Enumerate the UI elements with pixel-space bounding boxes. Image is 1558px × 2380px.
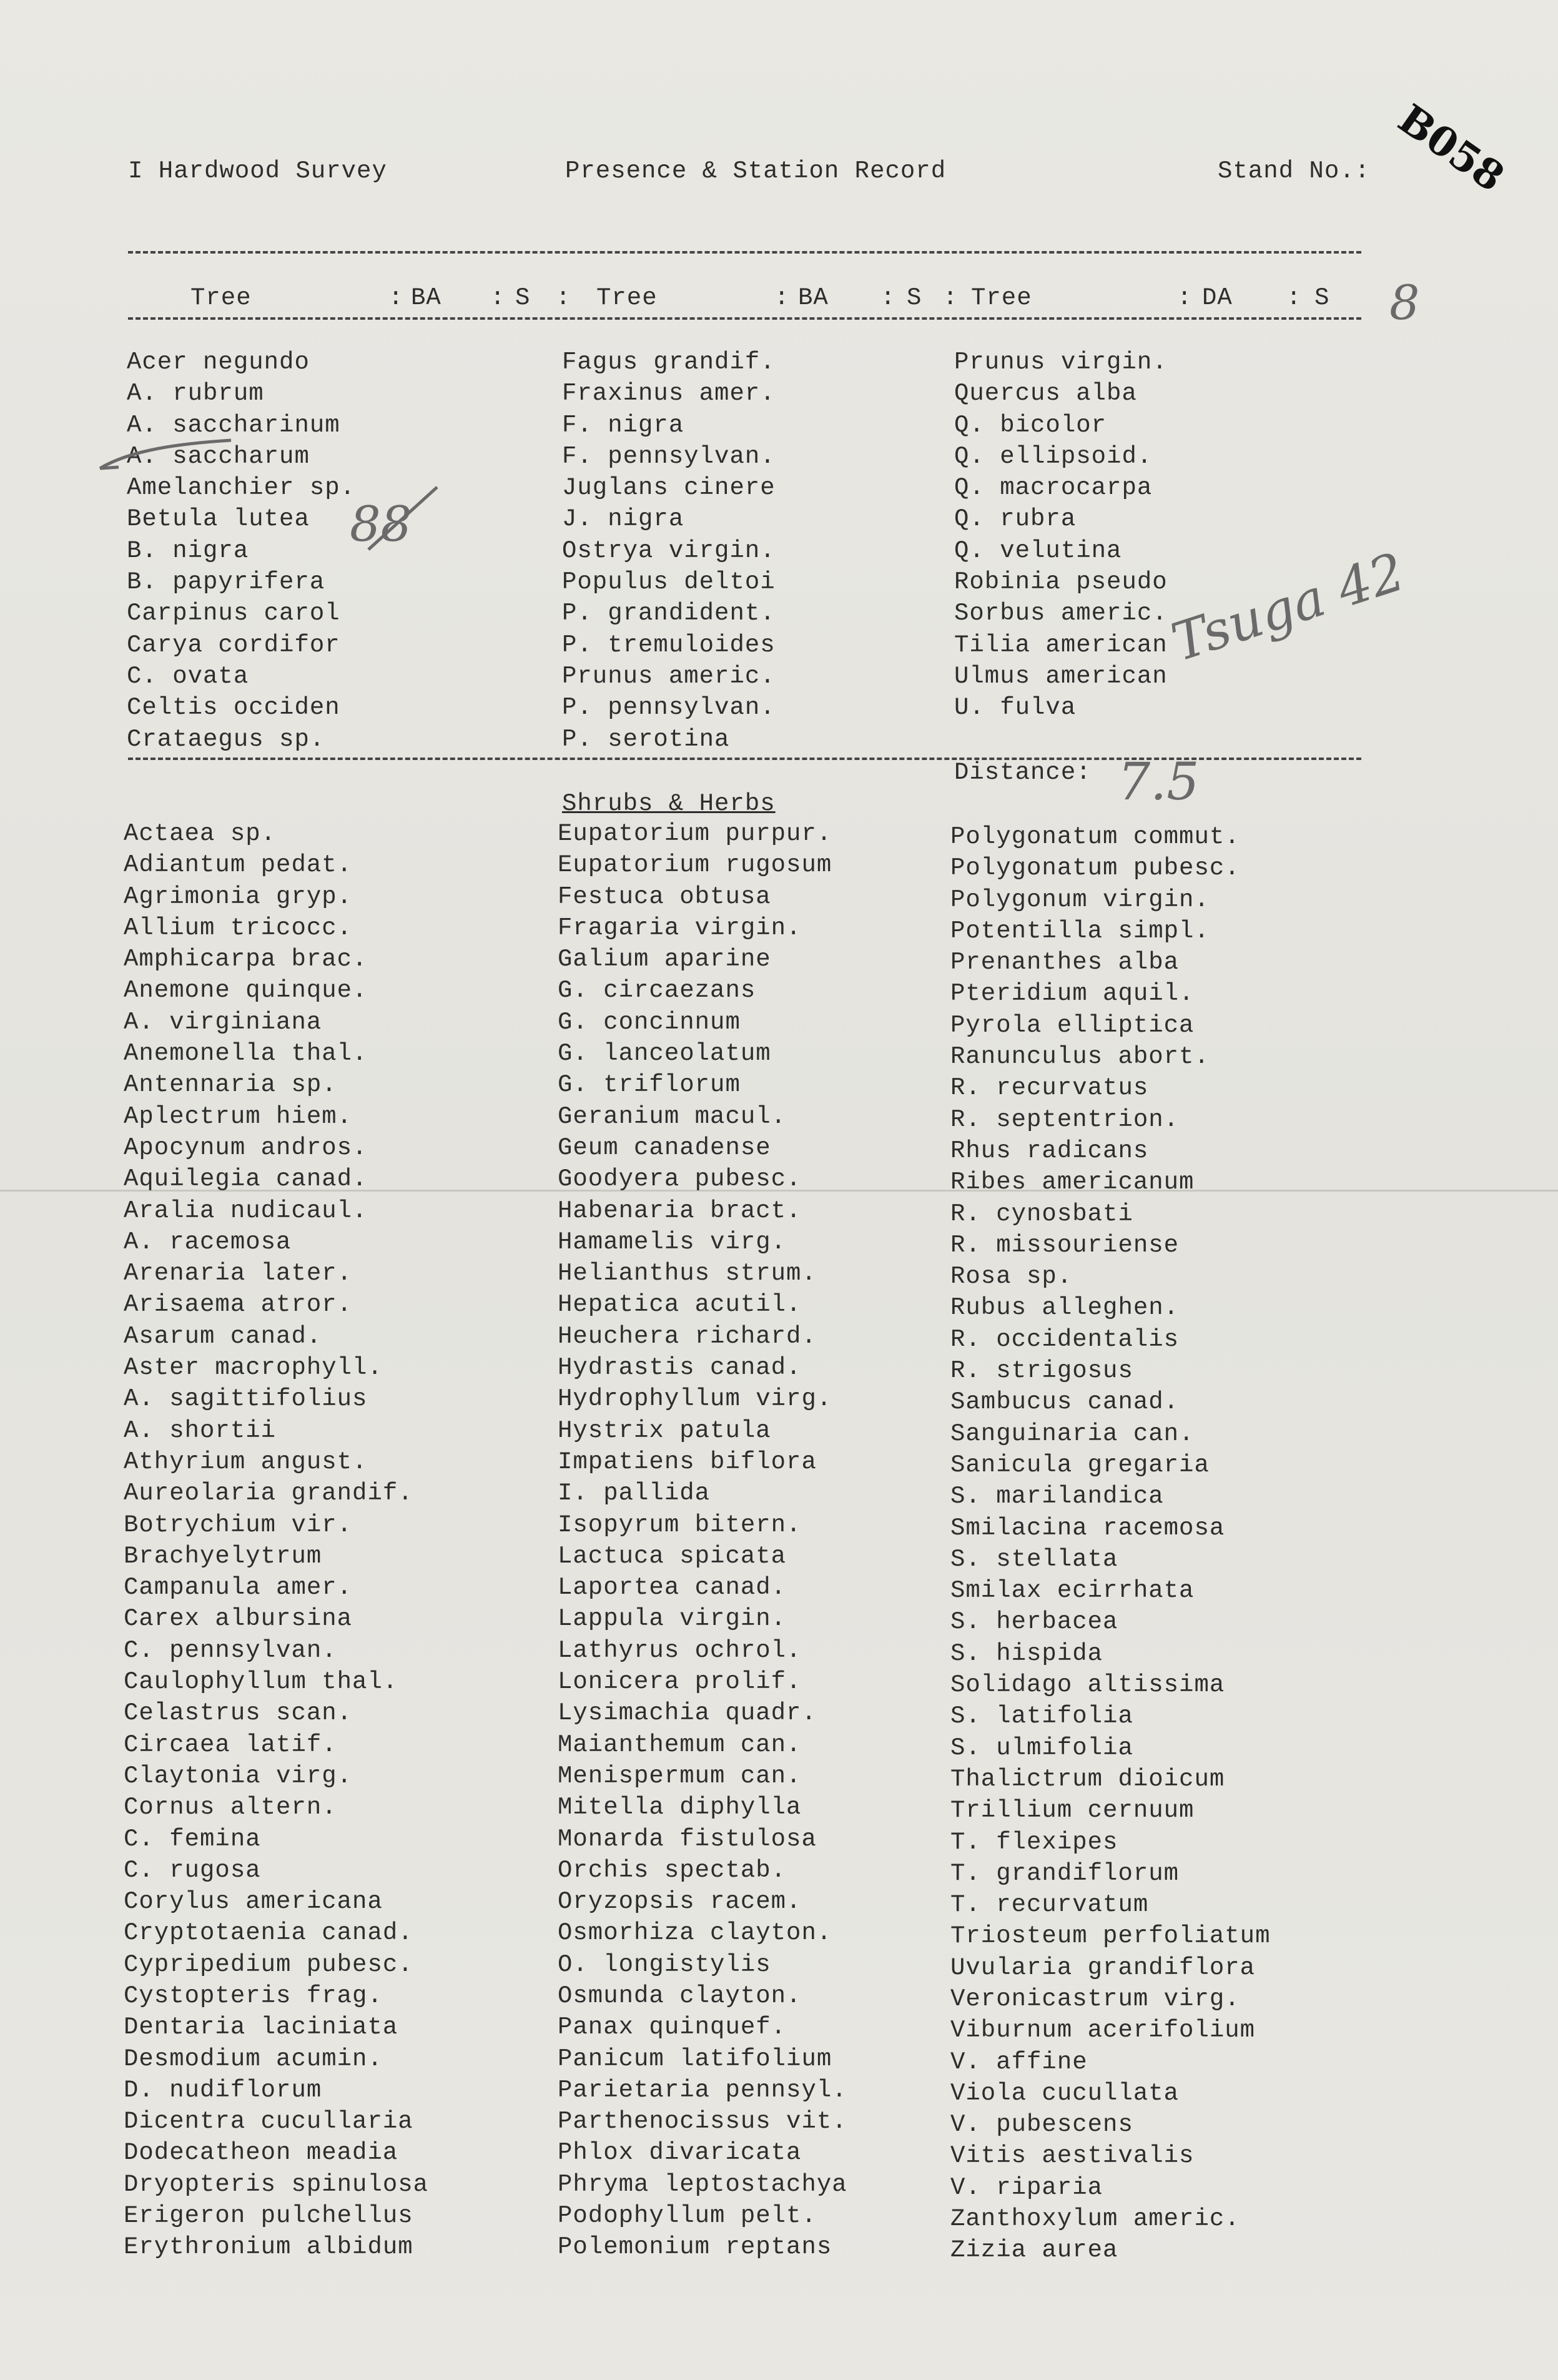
list-item: S. herbacea <box>950 1608 1118 1636</box>
list-item: Erythronium albidum <box>124 2233 413 2261</box>
list-item: Uvularia grandiflora <box>950 1953 1256 1982</box>
list-item: Juglans cinere <box>562 474 776 502</box>
list-item: Mitella diphylla <box>558 1794 802 1822</box>
list-item: P. grandident. <box>562 600 776 628</box>
document-page: I Hardwood Survey Presence & Station Record Stand No.: B058 Tree : BA : S : Tree : BA : S : Tree : DA : S 8 Acer negundo A. rubrum A. saccharinum A. saccharum Amelanchier sp. Betula lutea B. nigra B. papyrifera Carpinus carol Carya cordifor C. ovata Celtis occiden Crataegus sp. Fagus grandif. Fraxinus amer. F. nigra F. pennsylvan. Juglans cinere J. nigra Ostrya virgin. Populus deltoi P. grandident. P. tremuloides Prunus americ. P. pennsylvan. P. serotina Prunus virgin. Quercus alba Q. bicolor Q. ellipsoid. Q. macrocarpa Q. rubra Q. velutina Robinia pseudo Sorbus americ. Tilia american Ulmus american U. fulva 88 Tsuga 42 Distance: 7.5 Shrubs & Herbs Actaea sp. Adiantum pedat. Agrimonia gryp. Allium tricocc. Amphicarpa brac. Anemone quinque. A. virginiana Anemonella thal. Antennaria sp. Aplectrum hiem. Apocynum andros. Aquilegia canad. Aralia nudicaul. A. racemosa Arenaria later. Arisaema atror. Asarum canad. Aster macrophyll. A. sagittifolius A. shortii Athyrium angust. Aureolaria grandif. Botrychium vir. Brachyelytrum Campanula amer. Carex albursina C. pennsylvan. Caulophyllum thal. Celastrus scan. Circaea latif. Claytonia virg. Cornus altern. C. femina C. rugosa Corylus americana Cryptotaenia canad. Cypripedium pubesc. Cystopteris frag. Dentaria laciniata Desmodium acumin. D. nudiflorum Dicentra cucullaria Dodecatheon meadia Dryopteris spinulosa Erigeron pulchellus Erythronium albidum Eupatorium purpur. Eupatorium rugosum Festuca obtusa Fragaria virgin. Galium aparine G. circaezans G. concinnum G. lanceolatum G. triflorum Geranium macul. Geum canadense Goodyera pubesc. Habenaria bract. Hamamelis virg. Helianthus strum. Hepatica acutil. Heuchera richard. Hydrastis canad. Hydrophyllum virg. Hystrix patula Impatiens biflora I. pallida Isopyrum bitern. Lactuca spicata Laportea canad. Lappula virgin. Lathyrus ochrol. Lonicera prolif. Lysimachia quadr. Maianthemum can. Menispermum can. Mitella diphylla Monarda fistulosa Orchis spectab. Oryzopsis racem. Osmorhiza clayton. O. longistylis Osmunda clayton. Panax quinquef. Panicum latifolium Parietaria pennsyl. Parthenocissus vit. Phlox divaricata Phryma leptostachya Podophyllum pelt. Polemonium reptans Polygonatum commut. Polygonatum pubesc. Polygonum virgin. Potentilla simpl. Prenanthes alba Pteridium aquil. Pyrola elliptica Ranunculus abort. R. recurvatus R. septentrion. Rhus radicans Ribes americanum R. cynosbati R. missouriense Rosa sp. Rubus alleghen. R. occidentalis R. strigosus Sambucus canad. Sanguinaria can. Sanicula gregaria S. marilandica Smilacina racemosa S. stellata Smilax ecirrhata S. herbacea S. hispida Solidago altissima S. latifolia S. ulmifolia Thalictrum dioicum Trillium cernuum T. flexipes T. grandiflorum T. recurvatum Triosteum perfoliatum Uvularia grandiflora Veronicastrum virg. Viburnum acerifolium V. affine Viola cucullata V. pubescens Vitis aestivalis V. riparia Zanthoxylum americ. Zizia aurea <box>0 0 1558 2380</box>
list-item: Adiantum pedat. <box>124 851 353 879</box>
list-item: Galium aparine <box>558 946 771 974</box>
list-item: R. missouriense <box>950 1231 1180 1259</box>
list-item: C. ovata <box>127 662 249 690</box>
list-item: Aquilegia canad. <box>124 1165 368 1193</box>
list-item: Parthenocissus vit. <box>558 2108 847 2136</box>
list-item: Carpinus carol <box>127 600 340 628</box>
list-item: Panicum latifolium <box>558 2045 832 2073</box>
list-item: Zanthoxylum americ. <box>950 2205 1240 2233</box>
list-item: Isopyrum bitern. <box>558 1511 802 1539</box>
list-item: Q. macrocarpa <box>954 474 1153 502</box>
list-item: Amelanchier sp. <box>127 474 356 502</box>
list-item: Aplectrum hiem. <box>124 1102 353 1130</box>
list-item: Desmodium acumin. <box>124 2045 383 2073</box>
list-item: Tilia american <box>954 631 1168 659</box>
list-item: Smilacina racemosa <box>950 1514 1225 1542</box>
list-item: Claytonia virg. <box>124 1762 353 1790</box>
list-item: Lappula virgin. <box>558 1605 787 1633</box>
list-item: Phryma leptostachya <box>558 2170 847 2198</box>
survey-title: I Hardwood Survey <box>128 157 387 185</box>
list-item: Dentaria laciniata <box>124 2013 398 2042</box>
list-item: Robinia pseudo <box>954 568 1168 596</box>
list-item: Lathyrus ochrol. <box>558 1636 802 1664</box>
list-item: Viola cucullata <box>950 2079 1180 2107</box>
list-item: Osmunda clayton. <box>558 1982 802 2010</box>
list-item: Polygonatum pubesc. <box>950 854 1240 882</box>
list-item: Hamamelis virg. <box>558 1228 787 1256</box>
list-item: Maianthemum can. <box>558 1731 802 1759</box>
list-item: S. hispida <box>950 1639 1103 1667</box>
list-item: Thalictrum dioicum <box>950 1765 1225 1793</box>
list-item: Campanula amer. <box>124 1574 353 1602</box>
col-header-tree-2: Tree <box>596 284 658 312</box>
list-item: Rhus radicans <box>950 1137 1149 1165</box>
list-item: Eupatorium rugosum <box>558 851 832 879</box>
list-item: Carya cordifor <box>127 631 340 659</box>
list-item: Sanicula gregaria <box>950 1451 1210 1479</box>
list-item: Prunus virgin. <box>954 348 1168 376</box>
list-item: Orchis spectab. <box>558 1856 787 1884</box>
list-item: C. pennsylvan. <box>124 1636 337 1664</box>
list-item: Q. velutina <box>954 536 1122 565</box>
list-item: F. nigra <box>562 411 684 439</box>
list-item: B. nigra <box>127 536 249 565</box>
list-item: Carex albursina <box>124 1605 353 1633</box>
list-item: Agrimonia gryp. <box>124 882 353 911</box>
list-item: G. triflorum <box>558 1071 741 1099</box>
distance-label: Distance: <box>954 759 1092 786</box>
list-item: R. occidentalis <box>950 1325 1180 1353</box>
list-item: Circaea latif. <box>124 1731 337 1759</box>
list-item: Amphicarpa brac. <box>124 946 368 974</box>
col-header-s-3: S <box>1314 284 1330 312</box>
list-item: A. saccharum <box>127 442 310 470</box>
list-item: Dicentra cucullaria <box>124 2108 413 2136</box>
list-item: P. pennsylvan. <box>562 694 776 722</box>
list-item: G. lanceolatum <box>558 1040 771 1068</box>
tree-list-col1 <box>127 347 355 755</box>
col-header-s-2: S <box>907 284 922 312</box>
list-item: A. rubrum <box>127 380 264 408</box>
list-item: C. rugosa <box>124 1856 261 1884</box>
divider-header-bottom <box>128 317 1361 320</box>
handwritten-slash-mark <box>356 481 443 556</box>
list-item: Polemonium reptans <box>558 2233 832 2261</box>
list-item: Vitis aestivalis <box>950 2142 1195 2170</box>
list-item: Hepatica acutil. <box>558 1291 802 1319</box>
list-item: Corylus americana <box>124 1888 383 1916</box>
list-item: R. septentrion. <box>950 1105 1180 1133</box>
list-item: Erigeron pulchellus <box>124 2202 413 2230</box>
list-item: Hydrophyllum virg. <box>558 1385 832 1413</box>
list-item: S. stellata <box>950 1545 1118 1573</box>
list-item: Cryptotaenia canad. <box>124 1919 413 1947</box>
list-item: Celastrus scan. <box>124 1699 353 1727</box>
list-item: R. cynosbati <box>950 1200 1133 1228</box>
list-item: Impatiens biflora <box>558 1448 817 1476</box>
list-item: V. affine <box>950 2048 1088 2076</box>
list-item: Hydrastis canad. <box>558 1354 802 1382</box>
stand-number: B058 <box>1389 95 1513 202</box>
herb-list-col1 <box>124 818 428 2263</box>
list-item: T. recurvatum <box>950 1891 1149 1919</box>
col-header-ba-2: BA <box>798 284 829 312</box>
list-item: Betula lutea <box>127 505 310 533</box>
list-item: A. sagittifolius <box>124 1385 368 1413</box>
list-item: Lonicera prolif. <box>558 1668 802 1696</box>
handwritten-distance-value: 7.5 <box>1118 753 1200 812</box>
list-item: Athyrium angust. <box>124 1448 368 1476</box>
list-item: Actaea sp. <box>124 820 277 847</box>
handwritten-arrow-mark <box>94 425 237 481</box>
list-item: P. tremuloides <box>562 631 776 659</box>
list-item: Rubus alleghen. <box>950 1294 1180 1322</box>
list-item: R. recurvatus <box>950 1074 1149 1102</box>
list-item: Podophyllum pelt. <box>558 2202 817 2230</box>
list-item: Goodyera pubesc. <box>558 1165 802 1193</box>
list-item: Habenaria bract. <box>558 1197 802 1225</box>
list-item: A. shortii <box>124 1416 277 1444</box>
shrubs-herbs-title: Shrubs & Herbs <box>562 790 776 817</box>
list-item: Populus deltoi <box>562 568 776 596</box>
list-item: Dodecatheon meadia <box>124 2139 398 2167</box>
list-item: G. circaezans <box>558 977 756 1005</box>
list-item: Eupatorium purpur. <box>558 820 832 847</box>
col-header-tree-1: Tree <box>190 284 252 312</box>
list-item: Heuchera richard. <box>558 1322 817 1350</box>
list-item: Potentilla simpl. <box>950 917 1210 945</box>
list-item: U. fulva <box>954 694 1077 722</box>
list-item: Prunus americ. <box>562 662 776 690</box>
list-item: Apocynum andros. <box>124 1133 368 1162</box>
list-item: Botrychium vir. <box>124 1511 353 1539</box>
list-item: Festuca obtusa <box>558 882 771 911</box>
list-item: Cornus altern. <box>124 1794 337 1822</box>
list-item: Polygonatum commut. <box>950 823 1240 851</box>
list-item: Fragaria virgin. <box>558 914 802 942</box>
list-item: Anemonella thal. <box>124 1040 368 1068</box>
col-header-tree-3: Tree <box>971 284 1032 312</box>
list-item: O. longistylis <box>558 1950 771 1978</box>
list-item: Allium tricocc. <box>124 914 353 942</box>
list-item: Smilax ecirrhata <box>950 1577 1195 1605</box>
list-item: Prenanthes alba <box>950 949 1180 977</box>
list-item: Q. bicolor <box>954 411 1107 439</box>
list-item: Acer negundo <box>127 348 310 376</box>
list-item: Polygonum virgin. <box>950 886 1210 914</box>
list-item: A. virginiana <box>124 1008 322 1036</box>
list-item: Arisaema atror. <box>124 1291 353 1319</box>
list-item: Aster macrophyll. <box>124 1354 383 1382</box>
herb-list-col2 <box>558 818 847 2263</box>
list-item: Ulmus american <box>954 662 1168 690</box>
list-item: G. concinnum <box>558 1008 741 1036</box>
list-item: C. femina <box>124 1825 261 1853</box>
handwritten-header-mark: 8 <box>1389 275 1420 330</box>
list-item: Lysimachia quadr. <box>558 1699 817 1727</box>
list-item: A. racemosa <box>124 1228 292 1256</box>
list-item: Sanguinaria can. <box>950 1420 1195 1448</box>
list-item: Ranunculus abort. <box>950 1043 1210 1071</box>
list-item: Caulophyllum thal. <box>124 1668 398 1696</box>
list-item: Oryzopsis racem. <box>558 1888 802 1916</box>
list-item: Rosa sp. <box>950 1263 1073 1291</box>
list-item: Lactuca spicata <box>558 1542 787 1570</box>
list-item: T. grandiflorum <box>950 1859 1180 1887</box>
list-item: Veronicastrum virg. <box>950 1985 1240 2013</box>
col-header-s-1: S <box>515 284 531 312</box>
record-title: Presence & Station Record <box>565 157 947 185</box>
list-item: Fraxinus amer. <box>562 380 776 408</box>
list-item: Q. ellipsoid. <box>954 442 1153 470</box>
list-item: Viburnum acerifolium <box>950 2017 1256 2045</box>
list-item: P. serotina <box>562 725 730 753</box>
divider-top <box>128 251 1361 254</box>
list-item: R. strigosus <box>950 1357 1133 1385</box>
list-item: Panax quinquef. <box>558 2013 787 2042</box>
list-item: A. saccharinum <box>127 411 340 439</box>
list-item: Osmorhiza clayton. <box>558 1919 832 1947</box>
list-item: Geum canadense <box>558 1133 771 1162</box>
list-item: S. ulmifolia <box>950 1734 1133 1762</box>
list-item: Anemone quinque. <box>124 977 368 1005</box>
list-item: Monarda fistulosa <box>558 1825 817 1853</box>
list-item: Asarum canad. <box>124 1322 322 1350</box>
list-item: Dryopteris spinulosa <box>124 2170 429 2198</box>
list-item: Solidago altissima <box>950 1671 1225 1699</box>
list-item: D. nudiflorum <box>124 2076 322 2104</box>
list-item: Antennaria sp. <box>124 1071 337 1099</box>
list-item: Geranium macul. <box>558 1102 787 1130</box>
list-item: Cypripedium pubesc. <box>124 1950 413 1978</box>
list-item: Sorbus americ. <box>954 600 1168 628</box>
tree-list-col3 <box>954 347 1168 724</box>
list-item: S. marilandica <box>950 1483 1164 1511</box>
list-item: Cystopteris frag. <box>124 1982 383 2010</box>
list-item: Trillium cernuum <box>950 1797 1195 1825</box>
list-item: Sambucus canad. <box>950 1388 1180 1416</box>
list-item: Ribes americanum <box>950 1168 1195 1197</box>
list-item: Celtis occiden <box>127 694 340 722</box>
list-item: Quercus alba <box>954 380 1137 408</box>
list-item: Q. rubra <box>954 505 1077 533</box>
list-item: Arenaria later. <box>124 1260 353 1288</box>
col-header-ba-3: DA <box>1202 284 1233 312</box>
list-item: F. pennsylvan. <box>562 442 776 470</box>
handwritten-betula-value: 88 <box>350 496 412 553</box>
list-item: V. riparia <box>950 2173 1103 2201</box>
list-item: Brachyelytrum <box>124 1542 322 1570</box>
list-item: Crataegus sp. <box>127 725 325 753</box>
list-item: V. pubescens <box>950 2111 1133 2139</box>
list-item: S. latifolia <box>950 1702 1133 1731</box>
list-item: Menispermum can. <box>558 1762 802 1790</box>
col-header-ba-1: BA <box>411 284 441 312</box>
list-item: Aureolaria grandif. <box>124 1479 413 1508</box>
list-item: B. papyrifera <box>127 568 325 596</box>
list-item: Phlox divaricata <box>558 2139 802 2167</box>
list-item: T. flexipes <box>950 1828 1118 1856</box>
handwritten-tsuga-note: Tsuga 42 <box>1164 540 1412 673</box>
list-item: Pyrola elliptica <box>950 1011 1195 1039</box>
tree-list-col2 <box>562 347 776 755</box>
list-item: Pteridium aquil. <box>950 980 1195 1008</box>
list-item: Fagus grandif. <box>562 348 776 376</box>
list-item: I. pallida <box>558 1479 711 1508</box>
list-item: Aralia nudicaul. <box>124 1197 368 1225</box>
list-item: Helianthus strum. <box>558 1260 817 1288</box>
list-item: Zizia aurea <box>950 2236 1118 2264</box>
list-item: Parietaria pennsyl. <box>558 2076 847 2104</box>
stand-label: Stand No.: <box>1218 157 1371 185</box>
list-item: J. nigra <box>562 505 684 533</box>
list-item: Ostrya virgin. <box>562 536 776 565</box>
list-item: Triosteum perfoliatum <box>950 1922 1271 1950</box>
herb-list-col3 <box>950 821 1270 2266</box>
list-item: Laportea canad. <box>558 1574 787 1602</box>
list-item: Hystrix patula <box>558 1416 771 1444</box>
